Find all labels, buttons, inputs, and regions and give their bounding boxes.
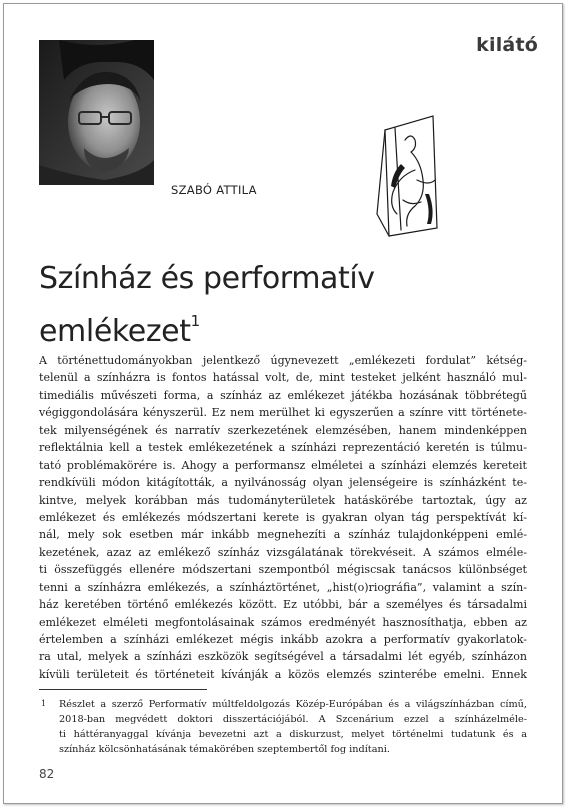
body-line: timediális művészeti forma, a színház az emlékezet játékba hozásának többrétegű	[39, 388, 527, 402]
body-line: kívüli területeit és történeteit kívánják a közös elemzés szinterébe emelni. Ennek	[39, 667, 527, 681]
article-title-line2	[39, 300, 459, 353]
article-title-line1: Színház és performatív	[39, 261, 375, 296]
article-title-line2-text: emlékezet	[39, 314, 191, 349]
article-body	[39, 352, 527, 683]
section-label: kilátó	[476, 34, 538, 56]
body-line: A történettudományokban jelentkező úgynevezett „emlékezeti fordulat” kétség-	[39, 354, 527, 367]
author-name: SZABÓ ATTILA	[171, 183, 257, 197]
body-line: tek milyenségének és narratív szerkezetének elemzésében, hanem mindenképpen	[39, 423, 527, 437]
sketch-illustration	[355, 110, 445, 240]
footnote	[39, 697, 527, 757]
body-line: rendkívüli módon kitágították, a nyilvánosság olyan jelenségeire is színházként te-	[39, 476, 527, 490]
body-line: emlékezet és emlékezés módszertani kerete is gyakran olyan tág perspektívát kí-	[39, 510, 527, 524]
body-line: értelemben a színházi emlékezet mégis inkább azokra a performatív gyakorlatok-	[39, 633, 527, 646]
footnote-line: 2018-ban megvédett doktori disszertációjából. A Szcenárium ezzel a színházelméle-	[59, 714, 527, 725]
author-photo	[39, 40, 154, 185]
body-line: tató problémakörére is. Ahogy a performansz elméletei a színházi elemzés kereteit	[39, 458, 527, 472]
body-line: telenül a színházra is fontos hatással volt, de, mint testeket jelként használó mul-	[39, 371, 527, 385]
body-line: emlékezet elméleti megfontolásainak számos eredményét hasznosíthatja, ebben az	[39, 615, 527, 629]
body-line: ház keretében történő emlékezés között. Ez utóbbi, bár a személyes és társadalmi	[39, 598, 527, 612]
footnote-divider	[39, 689, 207, 690]
body-line: nál, mely sok esetben már inkább megnehezíti a színház tulajdonképpeni emlé-	[39, 528, 527, 542]
title-footnote-mark: 1	[190, 312, 200, 330]
footnote-mark: 1	[41, 699, 47, 708]
body-line: végiggondolására kényszerül. Ez nem merülhet ki egyszerűen a színre vitt története-	[39, 406, 527, 420]
footnote-line: ti háttéranyaggal kívánja bevezetni azt a diskurzust, melyet történelmi tudatunk és a	[59, 729, 527, 740]
body-line: kezetének, azaz az emlékező színház vizsgálatának törekvéseit. A számos elméle-	[39, 545, 527, 559]
article-title	[39, 257, 459, 353]
footnote-line: Részlet a szerző Performatív múltfeldolgozás Közép-Európában és a világszínházban című,	[59, 699, 527, 710]
page-number: 82	[39, 767, 55, 781]
body-line: ra utal, melyek a színházi eszközök segítségével a társadalmi lét egyéb, színházon	[39, 650, 527, 664]
body-line: ti összefüggés ellenére módszertani szempontból mégiscsak tanácsos különbséget	[39, 563, 527, 577]
body-line: kintve, melyek korábban más tudományterületek hatáskörébe tartoztak, úgy az	[39, 493, 527, 507]
body-line: tenni a színházra emlékezés, a színháztörténet, „hist(o)riográfia”, valamint a szín-	[39, 580, 527, 594]
body-line: reflektálnia kell a testek emlékezetének a színházi reprezentáció keretén is túlmu-	[39, 441, 527, 455]
footnote-line: színház kölcsönhatásának témakörében szeptembertől fog indítani.	[59, 744, 390, 755]
